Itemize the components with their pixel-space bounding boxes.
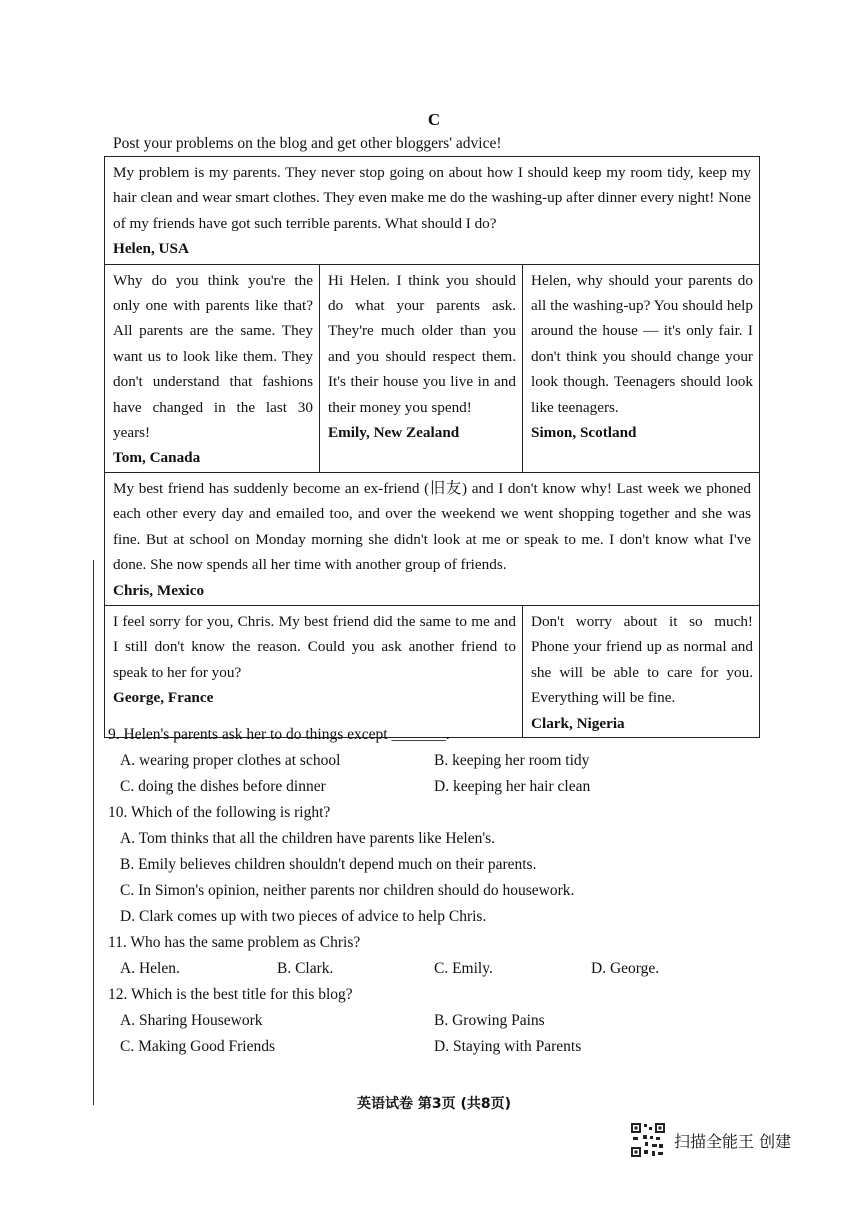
- option-c: C. Making Good Friends: [120, 1038, 275, 1055]
- reply-text: I feel sorry for you, Chris. My best friend did the same to me and I still don't know the reason. Could you ask another friend to speak to her for you?: [113, 612, 516, 681]
- option-d: D. Staying with Parents: [434, 1038, 582, 1055]
- reply-text: Don't worry about it so much! Phone your friend up as normal and she will be able to care for you. Everything will be fine.: [531, 612, 753, 707]
- page-footer: 英语试卷 第3页 (共8页): [356, 1096, 512, 1112]
- replies-row-2: [105, 606, 759, 737]
- options-row: [108, 748, 748, 774]
- post-author: Chris, Mexico: [113, 581, 205, 599]
- blog-table: [104, 156, 760, 738]
- section-letter: C: [427, 110, 441, 129]
- option-a: A. Helen.: [120, 960, 180, 977]
- reply-text: Why do you think you're the only one with parents like that? All parents are the same. They want us to look like them. They don't understand that fashions have changed in the last 30 years!: [113, 271, 313, 442]
- question-11: [108, 930, 748, 982]
- questions: [108, 722, 748, 1060]
- option-c: C. In Simon's opinion, neither parents nor children should do housework.: [120, 882, 575, 899]
- post-helen: [105, 157, 759, 265]
- option-a: A. Sharing Housework: [120, 1012, 263, 1029]
- post-author: Helen, USA: [113, 240, 189, 258]
- question-10: [108, 800, 748, 930]
- option-b: B. Clark.: [277, 960, 334, 977]
- reply-author: Simon, Scotland: [531, 424, 637, 442]
- option-c: C. Emily.: [434, 960, 493, 977]
- option-b: B. Growing Pains: [434, 1012, 545, 1029]
- options-row: [108, 956, 748, 982]
- scanner-watermark: [630, 1122, 791, 1158]
- option-d: D. George.: [591, 960, 660, 977]
- option-b: B. keeping her room tidy: [434, 752, 590, 769]
- reply-author: Tom, Canada: [113, 449, 201, 467]
- reply-author: Clark, Nigeria: [531, 714, 625, 732]
- question-stem: 9. Helen's parents ask her to do things except _______.: [108, 726, 450, 743]
- option-b: B. Emily believes children shouldn't depend much on their parents.: [120, 856, 537, 873]
- reply-text: Helen, why should your parents do all the washing-up? You should help around the house — it's only fair. I don't think you should change your look though. Teenagers should look like teenagers.: [531, 271, 753, 416]
- qr-code-icon: [630, 1122, 666, 1158]
- reply-author: George, France: [113, 689, 214, 707]
- reply-emily: [319, 265, 522, 472]
- option-a: A. wearing proper clothes at school: [120, 752, 341, 769]
- post-chris: [105, 473, 759, 606]
- question-stem: 11. Who has the same problem as Chris?: [108, 934, 361, 951]
- options-row: [108, 774, 748, 800]
- option-c: C. doing the dishes before dinner: [120, 778, 326, 795]
- binding-margin-line: [93, 560, 94, 1105]
- option-d: D. keeping her hair clean: [434, 778, 591, 795]
- question-12: [108, 982, 748, 1060]
- option-a: A. Tom thinks that all the children have parents like Helen's.: [120, 830, 496, 847]
- reply-clark: [522, 606, 759, 737]
- blog-intro: Post your problems on the blog and get other bloggers' advice!: [113, 135, 502, 152]
- question-stem: 12. Which is the best title for this blog?: [108, 986, 353, 1003]
- question-stem: 10. Which of the following is right?: [108, 804, 331, 821]
- reply-tom: [105, 265, 319, 472]
- options-row: [108, 1008, 748, 1034]
- option-d: D. Clark comes up with two pieces of advice to help Chris.: [120, 908, 487, 925]
- question-9: [108, 722, 748, 800]
- options-row: [108, 1034, 748, 1060]
- replies-row-1: [105, 265, 759, 473]
- reply-simon: [522, 265, 759, 472]
- reply-author: Emily, New Zealand: [328, 424, 460, 442]
- reply-george: [105, 606, 522, 737]
- scanner-label: 扫描全能王 创建: [674, 1131, 792, 1151]
- reply-text: Hi Helen. I think you should do what your parents ask. They're much older than you and you should respect them. It's their house you live in and their money you spend!: [328, 271, 516, 416]
- post-text: My best friend has suddenly become an ex-friend (旧友) and I don't know why! Last week we phoned each other every day and emailed too, and over the weekend we went shopping together and she was fine. But at school on Monday morning she didn't look at me or speak to me. I don't know what I've done. She now spends all her time with another group of friends.: [113, 479, 751, 574]
- post-text: My problem is my parents. They never stop going on about how I should keep my room tidy, keep my hair clean and wear smart clothes. They even make me do the washing-up after dinner every night! None of my friends have got such terrible parents. What should I do?: [113, 164, 751, 232]
